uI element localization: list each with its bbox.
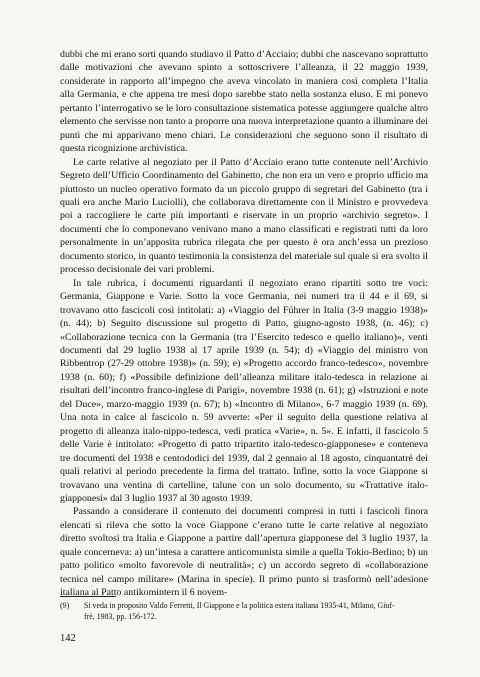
footnote-text-line2: frè, 1983, pp. 156-172.: [84, 612, 157, 621]
footnote-separator: [60, 596, 116, 597]
paragraph-2: Le carte relative al negoziato per il Patto d’Acciaio erano tutte contenute nell’Archivio Segreto dell’Ufficio Coordinamento del Gabinetto, che non era un vero e proprio ufficio ma piuttosto un nucleo operativo formato da un piccolo gruppo di segretari del Gabinetto (tra i quali era anche Mario Luciolli), che collaborava direttamente con il Ministro e provvedeva poi a raccogliere le carte più importanti e riservate in un proprio «archivio segreto». I documenti che lo componevano venivano mano a mano classificati e registrati tutti da loro personalmente in un’apposita rubrica rilegata che per questo è ora anch’essa un prezioso documento storico, in quanto testimonia la consistenza del materiale sul quale si era svolto il processo decisionale dei vari problemi.: [60, 156, 428, 276]
footnote-marker: (9): [60, 601, 70, 610]
page-body: [60, 48, 428, 600]
paragraph-3: In tale rubrica, i documenti riguardanti il negoziato erano ripartiti sotto tre voci: Germania, Giappone e Varie. Sotto la voce Germania, nei numeri tra il 44 e il 69, si trovavano otto fascicoli così intitolati: a) «Viaggio del Führer in Italia (3-9 maggio 1938)» (n. 44); b) Seguito discussione sul progetto di Patto, giugno-agosto 1938, (n. 46); c) «Collaborazione tecnica con la Germania (tra l’Esercito tedesco e quello italiano)», venti documenti dal 29 luglio 1938 al 17 aprile 1939 (n. 54); d) «Viaggio del ministro von Ribbentrop (27-29 ottobre 1938)» (n. 59); e) «Progetto accordo franco-tedesco», novembre 1938 (n. 60); f) «Possibile definizione dell’alleanza militare italo-tedesca in relazione ai risultati dell’incontro franco-inglese di Parigi», novembre 1938 (n. 61); g) «Istruzioni e note del Duce», marzo-maggio 1939 (n. 67); h) «Incontro di Milano», 6-7 maggio 1939 (n. 69). Una nota in calce al fascicolo n. 59 avverte: «Per il seguito della questione relativa al progetto di alleanza italo-nippo-tedesca, vedi pratica «Varie», n. 5». E infatti, il fascicolo 5 delle Varie è intitolato: «Progetto di patto tripartito italo-tedesco-giapponese» e conteneva tre documenti del 1938 e centododici del 1939, dal 2 gennaio al 18 agosto, cinquantatré dei quali relativi al periodo precedente la firma del trattato. Infine, sotto la voce Giappone si trovavano una ventina di cartelline, talune con un solo documento, su «Trattative italo-giapponesi» dal 3 luglio 1937 al 30 agosto 1939.: [60, 277, 428, 504]
footnote-text-line1: Si veda in proposito Valdo Ferretti, Il Giappone e la politica estera italiana 1935-41, Milano, Giuf-: [84, 601, 395, 610]
page-number: 142: [60, 633, 76, 644]
footnote: [60, 600, 428, 622]
paragraph-4: Passando a considerare il contenuto dei documenti compresi in tutti i fascicoli finora elencati si rileva che sotto la voce Giappone c’erano tutte le carte relative al negoziato diretto svoltosi tra Italia e Giappone a partire dall’apertura giapponese del 3 luglio 1937, la quale concerneva: a) un’intesa a carattere anticomunista simile a quella Tokio-Berlino; b) un patto politico «molto favorevole di neutralità»; c) un accordo segreto di «collaborazione tecnica nel campo militare» (Marina in specie). Il primo punto si trasformò nell’adesione italiana al Patto antikomintern il 6 novem-: [60, 506, 428, 599]
paragraph-1: dubbi che mi erano sorti quando studiavo il Patto d’Acciaio; dubbi che nascevano soprattutto dalle motivazioni che avevano spinto a sottoscrivere l’alleanza, il 22 maggio 1939, considerate in rapporto all’impegno che aveva vincolato in maniera così completa l’Italia alla Germania, e che appena tre mesi dopo sarebbe stato nella sostanza eluso. E mi ponevo pertanto l’interrogativo se le loro consultazione sistematica potesse aggiungere qualche altro elemento che servisse non tanto a proporre una nuova interpretazione quanto a illuminare dei punti che mi apparivano meno chiari. Le considerazioni che seguono sono il risultato di questa ricognizione archivistica.: [60, 49, 428, 155]
